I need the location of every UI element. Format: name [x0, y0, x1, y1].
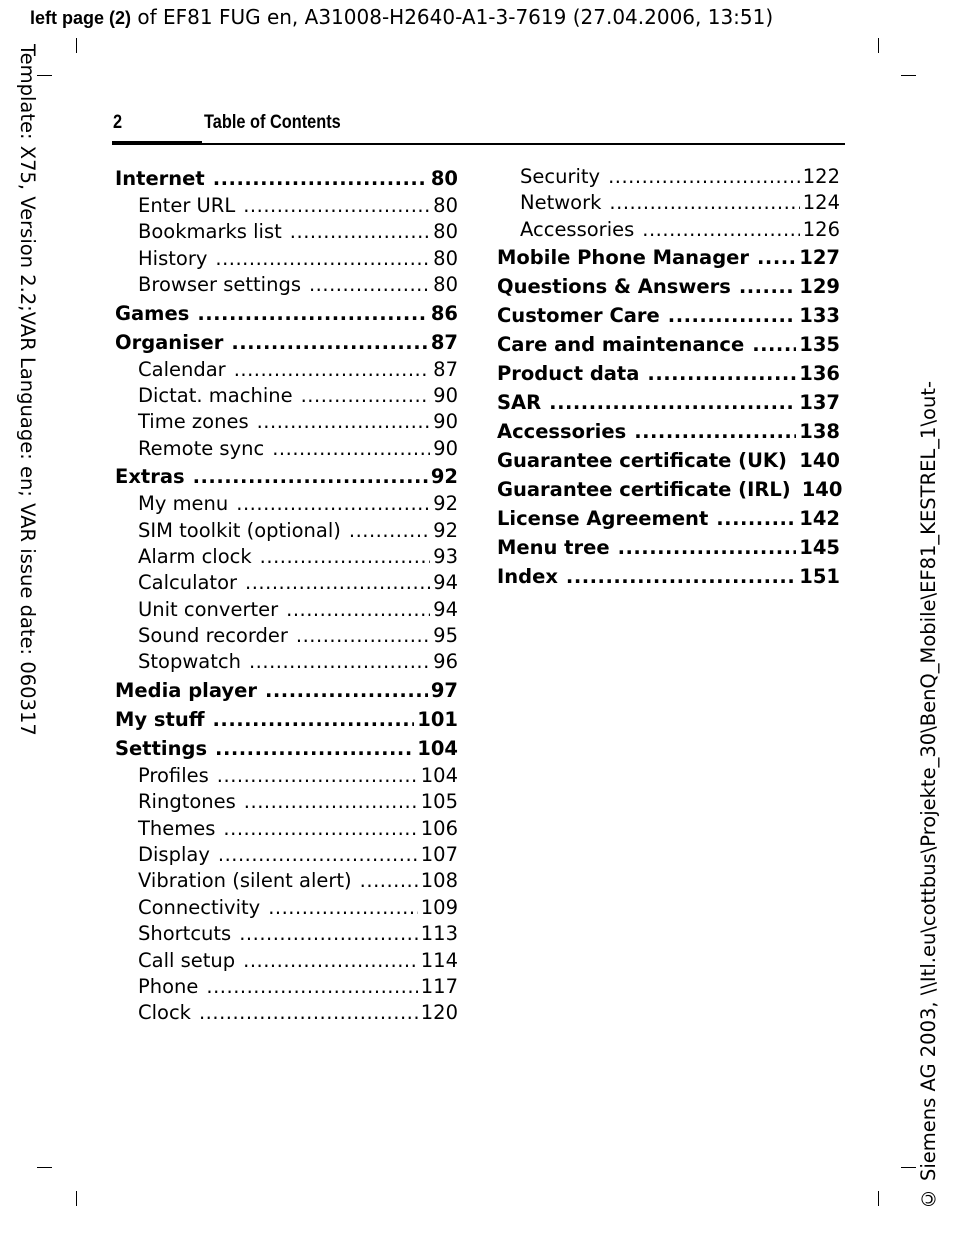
print-job-header — [30, 5, 773, 29]
toc-entry-label: SIM toolkit (optional) — [138, 518, 341, 542]
toc-subentry[interactable] — [115, 272, 458, 298]
toc-subentry[interactable] — [115, 842, 458, 868]
toc-entry-label: Calendar — [138, 357, 226, 381]
toc-entry-label: Security — [520, 165, 601, 188]
toc-subentry[interactable] — [497, 217, 840, 243]
toc-subentry[interactable] — [115, 816, 458, 842]
toc-subentry[interactable] — [115, 868, 458, 894]
toc-entry-page: 105 — [420, 790, 458, 814]
toc-entry-page: 93 — [433, 544, 458, 568]
print-job-details: of EF81 FUG en, A31008-H2640-A1-3-7619 (27.04.2006, 13:51) — [131, 5, 774, 29]
toc-entry-label: License Agreement — [497, 507, 709, 531]
toc-leader-dots — [360, 868, 418, 894]
toc-entry-page: 138 — [799, 420, 840, 444]
toc-leader-dots — [549, 388, 796, 417]
toc-entry-page: 140 — [801, 478, 843, 502]
toc-subentry[interactable] — [115, 789, 458, 815]
crop-mark — [901, 75, 916, 76]
toc-entry[interactable] — [497, 301, 840, 330]
toc-entry-label: Care and maintenance — [497, 333, 745, 357]
crop-mark — [76, 38, 77, 53]
toc-entry-page: 92 — [433, 518, 458, 542]
toc-subentry[interactable] — [115, 763, 458, 789]
toc-entry-page: 106 — [420, 816, 458, 840]
toc-leader-dots — [642, 217, 799, 243]
toc-entry-page: 90 — [433, 436, 458, 460]
toc-entry-label: Extras — [115, 465, 185, 489]
print-job-page-label: left page (2) — [30, 8, 132, 28]
copyright-text: © Siemens AG 2003, \\Itl.eu\cottbus\Projekte_30\BenQ_Mobile\EF81_KESTREL_1\out- — [917, 380, 940, 1210]
toc-entry-label: Network — [520, 191, 602, 215]
toc-subentry[interactable] — [115, 974, 458, 1000]
toc-leader-dots — [206, 974, 417, 1000]
toc-entry[interactable] — [497, 272, 840, 301]
toc-entry-label: My stuff — [115, 707, 205, 731]
toc-entry-page: 80 — [433, 194, 458, 217]
toc-leader-dots — [260, 544, 431, 570]
toc-leader-dots — [243, 948, 418, 974]
toc-entry-page: 97 — [430, 678, 458, 702]
toc-entry-page: 92 — [433, 492, 458, 516]
toc-leader-dots — [268, 895, 418, 921]
toc-subentry[interactable] — [115, 246, 458, 272]
toc-leader-dots — [193, 462, 428, 491]
toc-entry[interactable] — [497, 504, 840, 533]
toc-entry-label: Games — [115, 301, 190, 325]
toc-entry[interactable] — [497, 446, 840, 475]
toc-entry-page: 94 — [433, 597, 458, 621]
toc-entry-page: 101 — [417, 707, 458, 731]
toc-entry-label: Index — [497, 565, 558, 589]
toc-entry-page: 107 — [420, 843, 458, 867]
toc-entry-label: History — [138, 246, 208, 270]
page-header — [112, 108, 845, 148]
toc-leader-dots — [265, 676, 428, 705]
toc-entry-page: 114 — [420, 948, 458, 972]
toc-entry-page: 113 — [420, 922, 458, 946]
toc-entry-label: Accessories — [497, 420, 627, 444]
toc-subentry[interactable] — [115, 491, 458, 517]
toc-entry-page: 80 — [433, 246, 458, 270]
toc-entry-page: 136 — [799, 362, 840, 386]
crop-mark — [76, 1191, 77, 1206]
toc-leader-dots — [634, 417, 796, 446]
toc-entry-page: 80 — [433, 273, 458, 297]
toc-subentry[interactable] — [115, 436, 458, 462]
toc-entry-label: Customer Care — [497, 304, 660, 328]
toc-entry-label: Vibration (silent alert) — [138, 869, 352, 893]
toc-entry-label: Organiser — [115, 330, 224, 354]
toc-entry[interactable] — [115, 676, 458, 705]
toc-entry-page: 117 — [420, 974, 458, 998]
toc-leader-dots — [257, 409, 431, 435]
toc-subentry[interactable] — [115, 895, 458, 921]
toc-entry-label: Connectivity — [138, 895, 261, 919]
toc-entry[interactable] — [497, 388, 840, 417]
toc-entry-page: 86 — [430, 301, 458, 325]
toc-subentry[interactable] — [115, 948, 458, 974]
toc-entry-label: Media player — [115, 678, 257, 702]
toc-leader-dots — [215, 246, 430, 272]
toc-entry-page: 120 — [420, 1001, 458, 1025]
toc-entry-label: Accessories — [520, 217, 635, 241]
toc-entry-page: 145 — [799, 536, 840, 560]
toc-entry-page: 151 — [799, 565, 840, 589]
toc-leader-dots — [309, 272, 430, 298]
crop-mark — [901, 1167, 916, 1168]
toc-subentry[interactable] — [115, 383, 458, 409]
toc-entry-page: 104 — [420, 763, 458, 787]
toc-subentry[interactable] — [115, 570, 458, 596]
toc-entry[interactable] — [497, 243, 840, 272]
toc-leader-dots — [217, 763, 418, 789]
toc-entry-page: 80 — [433, 220, 458, 244]
toc-leader-dots — [668, 301, 797, 330]
toc-entry-label: Alarm clock — [138, 544, 252, 568]
toc-entry-label: Bookmarks list — [138, 220, 282, 244]
toc-entry-page: 133 — [799, 304, 840, 328]
toc-entry-page: 80 — [430, 167, 458, 190]
toc-entry-label: Unit converter — [138, 597, 279, 621]
toc-entry[interactable] — [115, 164, 458, 193]
toc-entry-page: 122 — [802, 165, 840, 188]
toc-entry-page: 90 — [433, 410, 458, 434]
toc-entry[interactable] — [115, 734, 458, 763]
toc-entry-page: 90 — [433, 383, 458, 407]
toc-leader-dots — [608, 164, 800, 190]
toc-leader-dots — [234, 357, 430, 383]
toc-leader-dots — [213, 164, 428, 193]
toc-leader-dots — [290, 219, 430, 245]
toc-leader-dots — [245, 570, 430, 596]
toc-entry[interactable] — [497, 417, 840, 446]
toc-entry-page: 109 — [420, 895, 458, 919]
crop-mark — [878, 1191, 879, 1206]
toc-entry-label: Dictat. machine — [138, 383, 293, 407]
toc-entry-label: Menu tree — [497, 536, 610, 560]
toc-subentry[interactable] — [115, 544, 458, 570]
toc-leader-dots — [236, 491, 430, 517]
toc-entry-page: 87 — [430, 330, 458, 354]
toc-leader-dots — [618, 533, 797, 562]
template-info-margin — [14, 44, 40, 736]
toc-subentry[interactable] — [115, 357, 458, 383]
toc-subentry[interactable] — [115, 649, 458, 675]
toc-leader-dots — [566, 562, 796, 591]
toc-entry[interactable] — [115, 328, 458, 357]
toc-entry-label: Call setup — [138, 948, 236, 972]
toc-leader-dots — [757, 243, 796, 272]
header-rule — [112, 143, 845, 145]
copyright-margin — [916, 380, 944, 1210]
toc-subentry[interactable] — [115, 193, 458, 219]
toc-entry-page: 140 — [799, 449, 840, 473]
toc-subentry[interactable] — [115, 409, 458, 435]
toc-subentry[interactable] — [115, 597, 458, 623]
toc-entry-label: My menu — [138, 492, 229, 516]
toc-entry-page: 92 — [430, 465, 458, 489]
toc-subentry[interactable] — [115, 921, 458, 947]
toc-subentry[interactable] — [115, 219, 458, 245]
toc-leader-dots — [296, 623, 430, 649]
toc-entry-page: 87 — [433, 357, 458, 381]
toc-leader-dots — [647, 359, 796, 388]
crop-mark — [37, 1167, 52, 1168]
toc-subentry[interactable] — [497, 190, 840, 216]
toc-leader-dots — [244, 789, 418, 815]
page-number: 2 — [113, 112, 123, 133]
toc-leader-dots — [249, 649, 430, 675]
toc-entry[interactable] — [115, 705, 458, 734]
toc-entry-label: Remote sync — [138, 436, 265, 460]
toc-leader-dots — [215, 734, 414, 763]
toc-leader-dots — [243, 193, 430, 219]
toc-entry-label: Clock — [138, 1001, 191, 1025]
toc-entry-label: Time zones — [138, 410, 249, 434]
template-info-text: Template: X75, Version 2.2;VAR Language: en; VAR issue date: 060317 — [16, 44, 39, 736]
toc-entry-page: 96 — [433, 650, 458, 674]
toc-entry-label: Internet — [115, 167, 205, 190]
toc-entry-label: Browser settings — [138, 273, 301, 297]
toc-leader-dots — [739, 272, 796, 301]
toc-entry-label: Calculator — [138, 571, 238, 595]
toc-entry-label: Sound recorder — [138, 624, 288, 648]
toc-leader-dots — [231, 328, 428, 357]
toc-entry-label: Phone — [138, 974, 199, 998]
toc-right-column — [497, 164, 843, 591]
toc-entry-label: Themes — [138, 816, 216, 840]
toc-entry-label: Display — [138, 843, 210, 867]
header-rule-accent — [112, 141, 202, 145]
toc-subentry[interactable] — [115, 1000, 458, 1026]
toc-entry-page: 137 — [799, 391, 840, 415]
toc-entry-label: Settings — [115, 736, 208, 760]
toc-subentry[interactable] — [115, 623, 458, 649]
toc-leader-dots — [716, 504, 796, 533]
toc-entry[interactable] — [115, 299, 458, 328]
toc-entry-label: Profiles — [138, 763, 209, 787]
toc-subentry[interactable] — [115, 518, 458, 544]
toc-leader-dots — [223, 816, 417, 842]
toc-entry[interactable] — [497, 533, 840, 562]
toc-leader-dots — [197, 299, 428, 328]
toc-leader-dots — [239, 921, 418, 947]
toc-entry[interactable] — [497, 359, 840, 388]
toc-leader-dots — [272, 436, 430, 462]
toc-entry[interactable] — [497, 562, 840, 591]
toc-entry-page: 142 — [799, 507, 840, 531]
toc-entry-label: Guarantee certificate (IRL) — [497, 478, 791, 502]
toc-entry-label: Shortcuts — [138, 922, 232, 946]
toc-entry-label: Enter URL — [138, 194, 236, 217]
toc-entry-page: 135 — [799, 333, 840, 357]
toc-leader-dots — [301, 383, 431, 409]
toc-entry-page: 126 — [802, 217, 840, 241]
toc-entry-label: Questions & Answers — [497, 275, 731, 299]
toc-entry-label: Guarantee certificate (UK) — [497, 449, 787, 473]
toc-leader-dots — [199, 1000, 418, 1026]
toc-entry-label: Mobile Phone Manager — [497, 246, 750, 270]
toc-entry-page: 127 — [799, 246, 840, 270]
toc-entry[interactable] — [115, 462, 458, 491]
toc-leader-dots — [609, 190, 799, 216]
toc-entry-label: Ringtones — [138, 790, 236, 814]
toc-entry-label: Stopwatch — [138, 650, 241, 674]
toc-leader-dots — [218, 842, 418, 868]
toc-left-column — [115, 164, 458, 1027]
toc-entry[interactable] — [497, 475, 843, 504]
toc-entry-label: Product data — [497, 362, 640, 386]
toc-leader-dots — [286, 597, 430, 623]
toc-entry-page: 129 — [799, 275, 840, 299]
toc-entry-label: SAR — [497, 391, 542, 415]
toc-entry-page: 108 — [420, 869, 458, 893]
toc-entry-page: 124 — [802, 191, 840, 215]
toc-entry-page: 104 — [417, 736, 458, 760]
toc-leader-dots — [213, 705, 415, 734]
toc-entry-page: 94 — [433, 571, 458, 595]
toc-leader-dots — [752, 330, 796, 359]
crop-mark — [878, 38, 879, 53]
toc-leader-dots — [349, 518, 430, 544]
toc-entry-page: 95 — [433, 624, 458, 648]
page-title: Table of Contents — [204, 112, 341, 133]
toc-entry[interactable] — [497, 330, 840, 359]
toc-subentry[interactable] — [497, 164, 840, 190]
